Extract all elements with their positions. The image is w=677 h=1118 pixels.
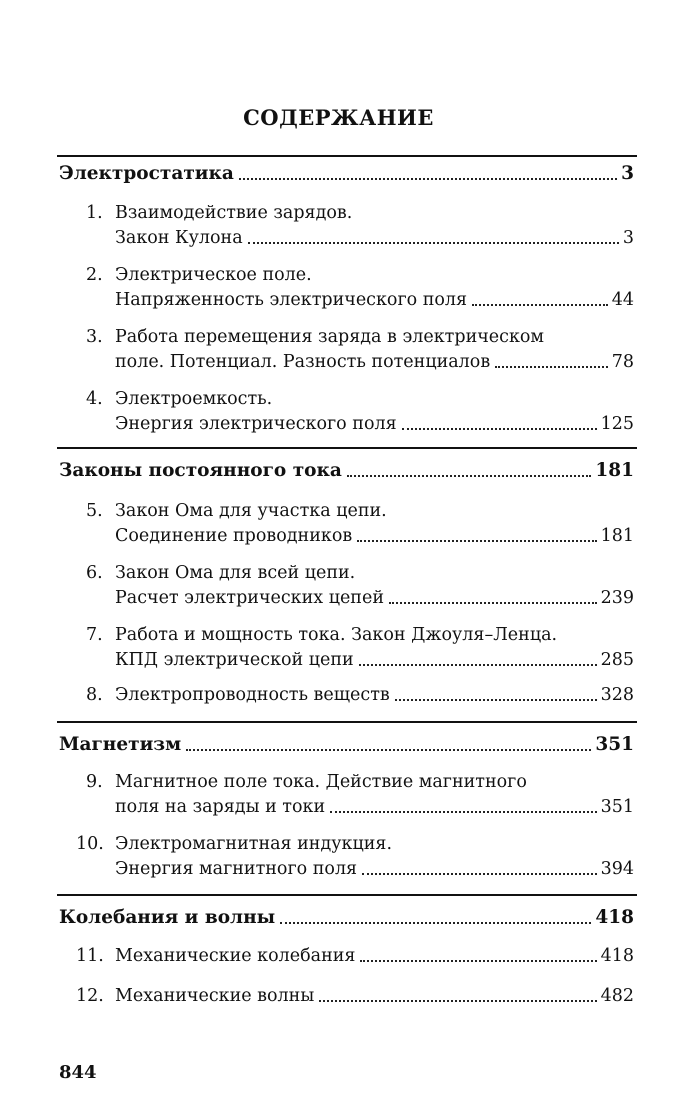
page-number: 181 [595,460,634,481]
section-title: Законы постоянного тока [59,460,342,481]
page-number-footer: 844 [59,1062,97,1083]
toc-item-line[interactable] [76,943,634,969]
item-number: 8. [86,685,103,705]
section-title: Магнетизм [59,734,182,755]
item-title: поле. Потенциал. Разность потенциалов [115,352,491,372]
dot-leader [362,873,596,875]
item-number: 5. [86,501,103,521]
toc-item-line[interactable] [115,411,634,437]
item-number: 3. [86,327,103,347]
toc-item-line[interactable] [115,647,634,673]
item-number: 4. [86,389,103,409]
toc-item-line[interactable] [115,794,634,820]
dot-leader [280,922,591,924]
item-title: Закон Ома для участка цепи. [115,501,387,521]
item-number: 2. [86,265,103,285]
dot-leader [495,366,608,368]
dot-leader [248,242,619,244]
toc-item-line[interactable] [76,983,634,1009]
item-title: Работа перемещения заряда в электрическом [115,327,545,347]
section-title: Электростатика [59,163,234,184]
toc-item-line[interactable] [115,349,634,375]
toc-item-line[interactable] [86,622,557,648]
dot-leader [319,1000,596,1002]
toc-item-line[interactable] [86,200,352,226]
item-title: Энергия электрического поля [115,414,397,434]
dot-leader [360,960,596,962]
page-number: 328 [600,685,634,705]
item-title: Закон Ома для всей цепи. [115,563,356,583]
page-number: 3 [621,163,634,184]
item-title: поля на заряды и токи [115,797,326,817]
dot-leader [357,540,596,542]
item-title: Магнитное поле тока. Действие магнитного [115,772,527,792]
section-entry[interactable] [59,732,634,758]
page-number: 351 [595,734,634,755]
item-number: 12. [76,986,104,1006]
page-number: 351 [600,797,634,817]
item-title: Взаимодействие зарядов. [115,203,353,223]
item-title: Работа и мощность тока. Закон Джоуля–Ленца. [115,625,558,645]
dot-leader [472,304,608,306]
page-title: СОДЕРЖАНИЕ [243,105,434,130]
dot-leader [402,428,597,430]
toc-item-line[interactable] [86,324,544,350]
page-number: 482 [600,986,634,1006]
page-number: 394 [600,859,634,879]
toc-item-line[interactable] [86,262,312,288]
item-title: Механические колебания [115,946,356,966]
dot-leader [389,602,597,604]
toc-item-line[interactable] [86,498,387,524]
section-entry[interactable] [59,458,634,484]
page-number: 285 [600,650,634,670]
section-entry[interactable] [59,905,634,931]
page-number: 239 [600,588,634,608]
divider [57,894,637,896]
page-number: 125 [600,414,634,434]
item-title: Электромагнитная индукция. [115,834,393,854]
toc-item-line[interactable] [86,769,527,795]
item-number: 7. [86,625,103,645]
page-number: 44 [611,290,634,310]
section-title: Колебания и волны [59,907,276,928]
page-number: 181 [600,526,634,546]
toc-item-line[interactable] [86,386,272,412]
item-number: 9. [86,772,103,792]
toc-item-line[interactable] [86,682,634,708]
page-number: 418 [600,946,634,966]
item-title: КПД электрической цепи [115,650,354,670]
section-entry[interactable] [59,161,634,187]
page-number: 78 [611,352,634,372]
divider [57,721,637,723]
item-number: 10. [76,834,104,854]
item-title: Энергия магнитного поля [115,859,358,879]
toc-item-line[interactable] [115,287,634,313]
toc-item-line[interactable] [115,585,634,611]
page-number: 418 [595,907,634,928]
item-title: Закон Кулона [115,228,243,248]
dot-leader [359,664,597,666]
dot-leader [239,178,617,180]
item-title: Электропроводность веществ [115,685,390,705]
dot-leader [347,475,592,477]
page-number: 3 [622,228,634,248]
item-title: Механические волны [115,986,315,1006]
item-title: Напряженность электрического поля [115,290,468,310]
divider [57,155,637,157]
divider [57,447,637,449]
dot-leader [330,811,596,813]
item-title: Электрическое поле. [115,265,312,285]
dot-leader [186,749,591,751]
item-number: 11. [76,946,104,966]
toc-item-line[interactable] [115,523,634,549]
item-title: Электроемкость. [115,389,273,409]
item-title: Соединение проводников [115,526,353,546]
toc-item-line[interactable] [76,831,392,857]
item-title: Расчет электрических цепей [115,588,384,608]
dot-leader [395,699,597,701]
toc-item-line[interactable] [86,560,355,586]
item-number: 6. [86,563,103,583]
item-number: 1. [86,203,103,223]
toc-item-line[interactable] [115,225,634,251]
toc-item-line[interactable] [115,856,634,882]
